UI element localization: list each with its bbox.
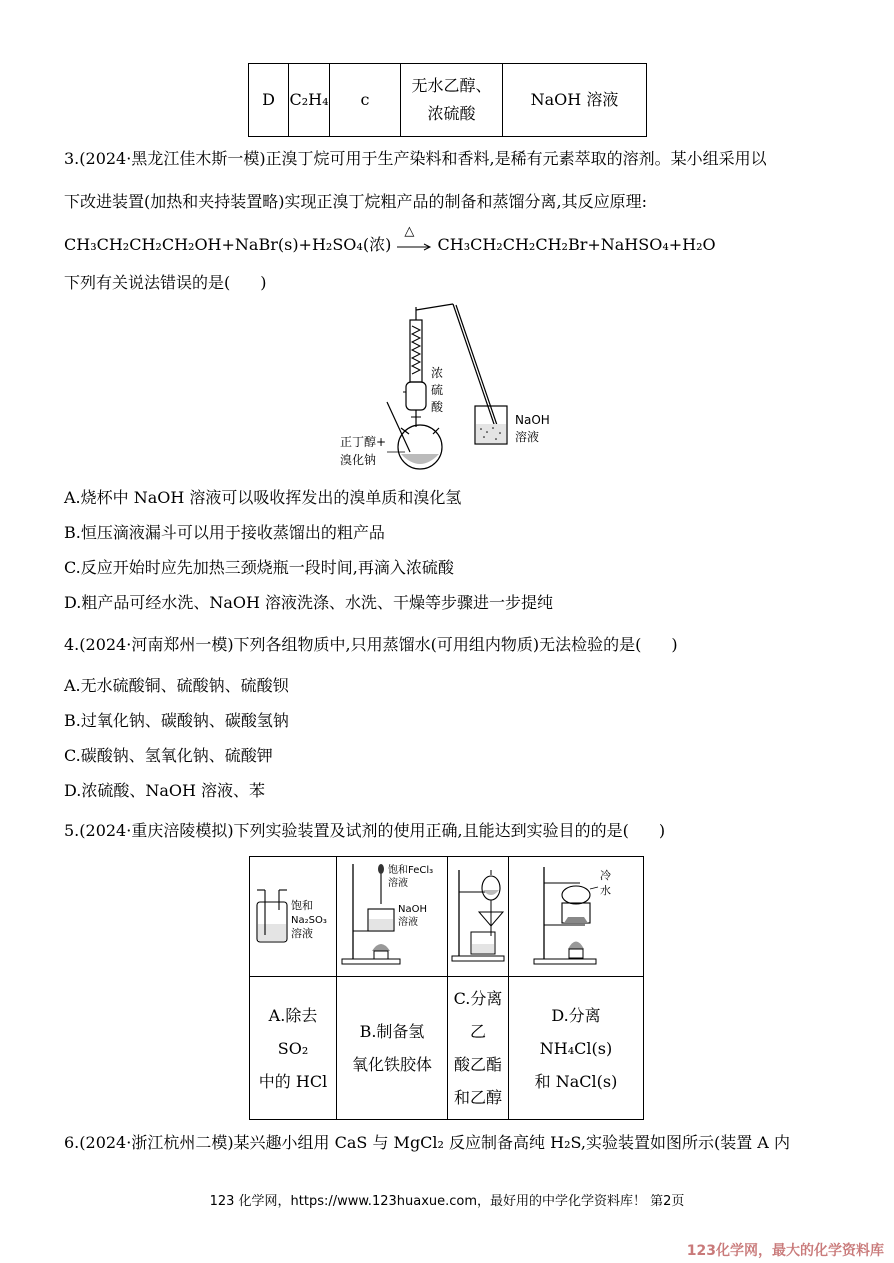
apparatus-d-cell xyxy=(509,857,644,977)
option-a-cell xyxy=(250,977,337,1120)
apparatus-table xyxy=(249,856,644,1120)
table-cell: D xyxy=(249,64,289,137)
fig-label: NaOH xyxy=(398,903,427,915)
cell-line: A.除去 xyxy=(268,1005,318,1025)
q4-option-a: A.无水硫酸铜、硫酸钠、硫酸钡 xyxy=(64,676,289,695)
cell-line: 和 NaCl(s) xyxy=(534,1071,618,1091)
reaction-arrow xyxy=(396,223,432,254)
q3-apparatus-figure xyxy=(335,302,560,474)
q3-option-b: B.恒压滴液漏斗可以用于接收蒸馏出的粗产品 xyxy=(64,523,385,542)
cell-line: 酸乙酯 xyxy=(453,1055,502,1074)
equation-left: CH₃CH₂CH₂CH₂OH+NaBr(s)+H₂SO₄(浓) xyxy=(64,235,392,254)
q4-question-end: ) xyxy=(671,635,678,654)
q3-equation xyxy=(64,223,716,255)
apparatus-c-cell xyxy=(448,857,509,977)
fig-label: 溶液 xyxy=(515,430,540,444)
q5-question xyxy=(64,818,665,841)
fig-label: 溶液 xyxy=(398,916,418,928)
fig-label: 正丁醇+ xyxy=(340,435,387,449)
page-footer: 123 化学网，https://www.123huaxue.com，最好用的中学化学资料库！ 第2页 xyxy=(209,1194,685,1209)
option-b-cell xyxy=(337,977,448,1120)
q3-option-c: C.反应开始时应先加热三颈烧瓶一段时间,再滴入浓硫酸 xyxy=(64,558,454,577)
fig-label: 硫 xyxy=(431,383,444,397)
fig-label: 酸 xyxy=(431,400,444,414)
q3-question-text: 下列有关说法错误的是( xyxy=(64,273,231,292)
cell-line: 氧化铁胶体 xyxy=(351,1055,432,1074)
fig-label: 饱和 xyxy=(291,898,313,912)
fig-label: Na₂SO₃ xyxy=(291,914,327,926)
arrow-icon xyxy=(396,242,432,252)
table-row xyxy=(249,64,647,137)
q3-option-a: A.烧杯中 NaOH 溶液可以吸收挥发出的溴单质和溴化氢 xyxy=(64,488,462,507)
equation-right: CH₃CH₂CH₂CH₂Br+NaHSO₄+H₂O xyxy=(437,235,716,254)
apparatus-c-figure xyxy=(449,860,507,970)
watermark: 123化学网，最大的化学资料库 xyxy=(686,1243,884,1259)
cell-line: 和乙醇 xyxy=(453,1088,502,1107)
apparatus-d-figure xyxy=(510,859,642,971)
option-c-cell xyxy=(448,977,509,1120)
cell-line: NH₄Cl(s) xyxy=(539,1038,613,1058)
q5-question-end: ) xyxy=(658,821,666,840)
reagent-table xyxy=(248,63,647,137)
cell-line: SO₂ xyxy=(277,1038,309,1058)
fig-label: 浓 xyxy=(431,366,444,380)
q4-option-c: C.碳酸钠、氢氧化钠、硫酸钾 xyxy=(64,746,273,765)
option-d-cell xyxy=(509,977,644,1120)
fig-label: 饱和FeCl₃ xyxy=(388,864,434,876)
q3-stem-line2: 下改进装置(加热和夹持装置略)实现正溴丁烷粗产品的制备和蒸馏分离,其反应原理: xyxy=(64,192,647,211)
q3-option-d: D.粗产品可经水洗、NaOH 溶液洗涤、水洗、干燥等步骤进一步提纯 xyxy=(64,593,554,612)
apparatus-b-figure xyxy=(338,859,446,971)
table-cell: NaOH 溶液 xyxy=(503,64,647,137)
fig-label: NaOH xyxy=(515,413,550,427)
cell-line: C.分离 xyxy=(453,989,503,1008)
q3-question-end: ) xyxy=(260,273,267,292)
table-row xyxy=(250,977,644,1120)
fig-label: 溶液 xyxy=(291,926,313,940)
cell-line: 乙 xyxy=(469,1022,486,1041)
q4-option-b: B.过氧化钠、碳酸钠、碳酸氢钠 xyxy=(64,711,289,730)
heat-condition: △ xyxy=(404,223,415,239)
q3-stem-line1: 3.(2024·黑龙江佳木斯一模)正溴丁烷可用于生产染料和香料,是稀有元素萃取的溶剂。某小组采用以 xyxy=(64,149,767,168)
cell-line: B.制备氢 xyxy=(359,1022,425,1041)
table-cell xyxy=(401,64,503,137)
table-cell-line: 无水乙醇、 xyxy=(411,76,492,95)
table-row xyxy=(250,857,644,977)
cell-line: D.分离 xyxy=(551,1005,601,1025)
apparatus-a-cell xyxy=(250,857,337,977)
fig-label: 水 xyxy=(600,883,611,897)
q4-option-d: D.浓硫酸、NaOH 溶液、苯 xyxy=(64,781,266,800)
q4-question xyxy=(64,632,678,655)
table-cell: c xyxy=(330,64,401,137)
apparatus-a-figure xyxy=(251,860,335,970)
q3-question xyxy=(64,270,267,293)
q5-question-text: 5.(2024·重庆涪陵模拟)下列实验装置及试剂的使用正确,且能达到实验目的的是( xyxy=(64,821,629,840)
fig-label: 溴化钠 xyxy=(340,453,377,467)
fig-label: 溶液 xyxy=(388,877,408,889)
fig-label: 冷 xyxy=(600,868,611,882)
q4-question-text: 4.(2024·河南郑州一模)下列各组物质中,只用蒸馏水(可用组内物质)无法检验的是( xyxy=(64,635,642,654)
apparatus-b-cell xyxy=(337,857,448,977)
table-cell-line: 浓硫酸 xyxy=(427,104,476,123)
table-cell: C₂H₄ xyxy=(289,64,330,137)
cell-line: 中的 HCl xyxy=(258,1071,328,1091)
q6-stem-line1: 6.(2024·浙江杭州二模)某兴趣小组用 CaS 与 MgCl₂ 反应制备高纯 H₂S,实验装置如图所示(装置 A 内 xyxy=(64,1133,790,1152)
